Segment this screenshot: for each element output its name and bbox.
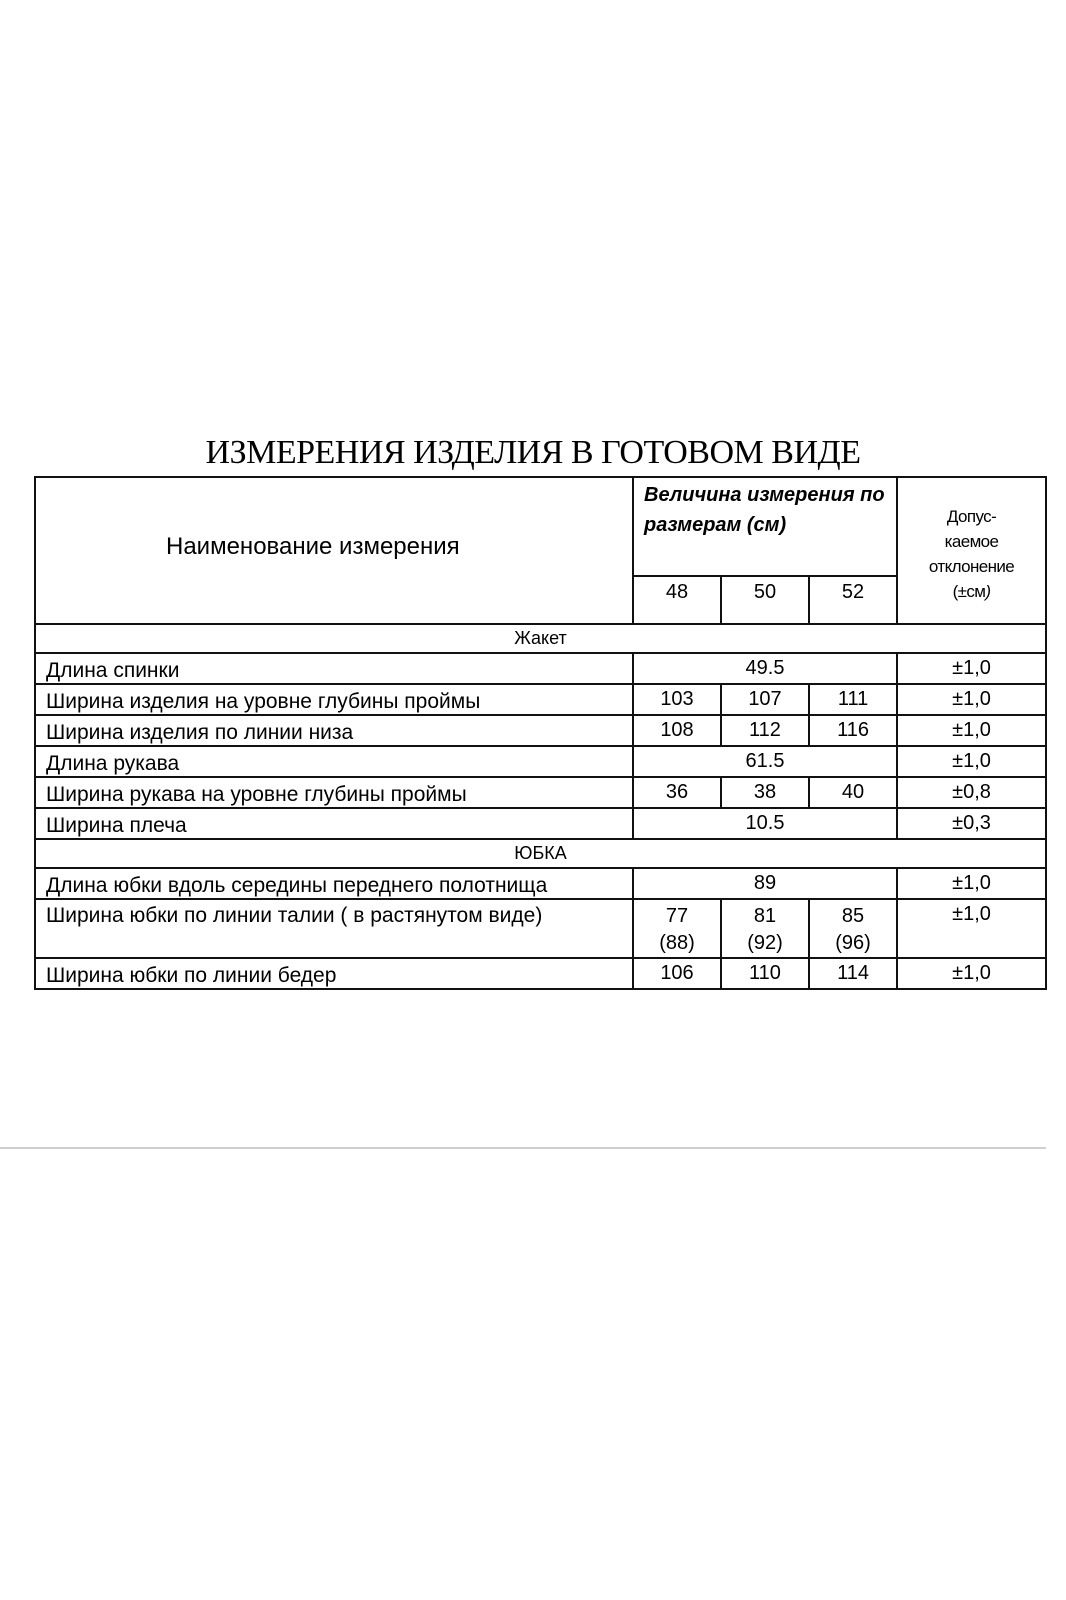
tolerance-value: ±1,0 (897, 958, 1046, 989)
measurement-value (721, 899, 809, 958)
header-tolerance-column (897, 477, 1046, 624)
measurement-value: 10.5 (633, 808, 897, 839)
page-divider (0, 1147, 1046, 1149)
table-row (35, 715, 1046, 746)
tolerance-value: ±1,0 (897, 868, 1046, 899)
measurement-name: Длина рукава (35, 746, 633, 777)
measurement-value: 114 (809, 958, 897, 989)
measurement-name: Ширина рукава на уровне глубины проймы (35, 777, 633, 808)
measurement-value (633, 899, 721, 958)
table-row (35, 808, 1046, 839)
table-row (35, 777, 1046, 808)
section-row-jacket (35, 624, 1046, 653)
tolerance-label-line: отклонение (928, 556, 1015, 576)
measurement-name: Ширина изделия по линии низа (35, 715, 633, 746)
section-row-skirt (35, 839, 1046, 868)
tolerance-value: ±0,8 (897, 777, 1046, 808)
measurement-value: 36 (633, 777, 721, 808)
tolerance-value: ±1,0 (897, 746, 1046, 777)
size-header-cell: 50 (721, 576, 809, 624)
measurement-value: 38 (721, 777, 809, 808)
measurements-table (34, 476, 1047, 990)
table-row (35, 746, 1046, 777)
measurement-value: 111 (809, 684, 897, 715)
measurement-value: 49.5 (633, 653, 897, 684)
measurement-value: 116 (809, 715, 897, 746)
measurement-value: 112 (721, 715, 809, 746)
table-row (35, 868, 1046, 899)
tolerance-value: ±1,0 (897, 653, 1046, 684)
measurement-value: 40 (809, 777, 897, 808)
page-title: ИЗМЕРЕНИЯ ИЗДЕЛИЯ В ГОТОВОМ ВИДЕ (205, 434, 861, 471)
size-header-cell: 48 (633, 576, 721, 624)
header-name-column: Наименование измерения (35, 477, 633, 624)
measurement-name: Ширина юбки по линии талии ( в растянутом виде) (35, 899, 633, 958)
tolerance-label-line: Допус- (946, 506, 997, 526)
measurement-name: Ширина плеча (35, 808, 633, 839)
tolerance-unit-close: ) (985, 581, 991, 601)
table-row (35, 653, 1046, 684)
measurement-value: 89 (633, 868, 897, 899)
tolerance-value: ±1,0 (897, 715, 1046, 746)
tolerance-unit (898, 579, 1045, 604)
value-stretched: (92) (747, 932, 783, 954)
tolerance-value: ±1,0 (897, 899, 1046, 958)
measurement-value (809, 899, 897, 958)
measurement-name: Длина спинки (35, 653, 633, 684)
measurement-name: Длина юбки вдоль середины переднего полотнища (35, 868, 633, 899)
size-header-cell: 52 (809, 576, 897, 624)
table-row (35, 684, 1046, 715)
tolerance-label-line: каемое (944, 531, 999, 551)
measurement-name: Ширина изделия на уровне глубины проймы (35, 684, 633, 715)
measurement-value: 103 (633, 684, 721, 715)
table-row (35, 958, 1046, 989)
value-relaxed: 77 (665, 905, 689, 927)
tolerance-unit-open: (±см (952, 581, 986, 601)
measurement-value: 61.5 (633, 746, 897, 777)
measurement-value: 106 (633, 958, 721, 989)
value-stretched: (96) (835, 932, 871, 954)
section-label: ЮБКА (35, 839, 1046, 868)
section-label: Жакет (35, 624, 1046, 653)
measurement-name: Ширина юбки по линии бедер (35, 958, 633, 989)
header-size-column: Величина измерения по размерам (см) (633, 477, 897, 576)
measurement-value: 110 (721, 958, 809, 989)
value-stretched: (88) (659, 932, 695, 954)
value-relaxed: 85 (841, 905, 865, 927)
table-header-row (35, 477, 1046, 576)
measurement-value: 108 (633, 715, 721, 746)
tolerance-value: ±0,3 (897, 808, 1046, 839)
table-row (35, 899, 1046, 958)
tolerance-value: ±1,0 (897, 684, 1046, 715)
measurement-value: 107 (721, 684, 809, 715)
value-relaxed: 81 (753, 905, 777, 927)
